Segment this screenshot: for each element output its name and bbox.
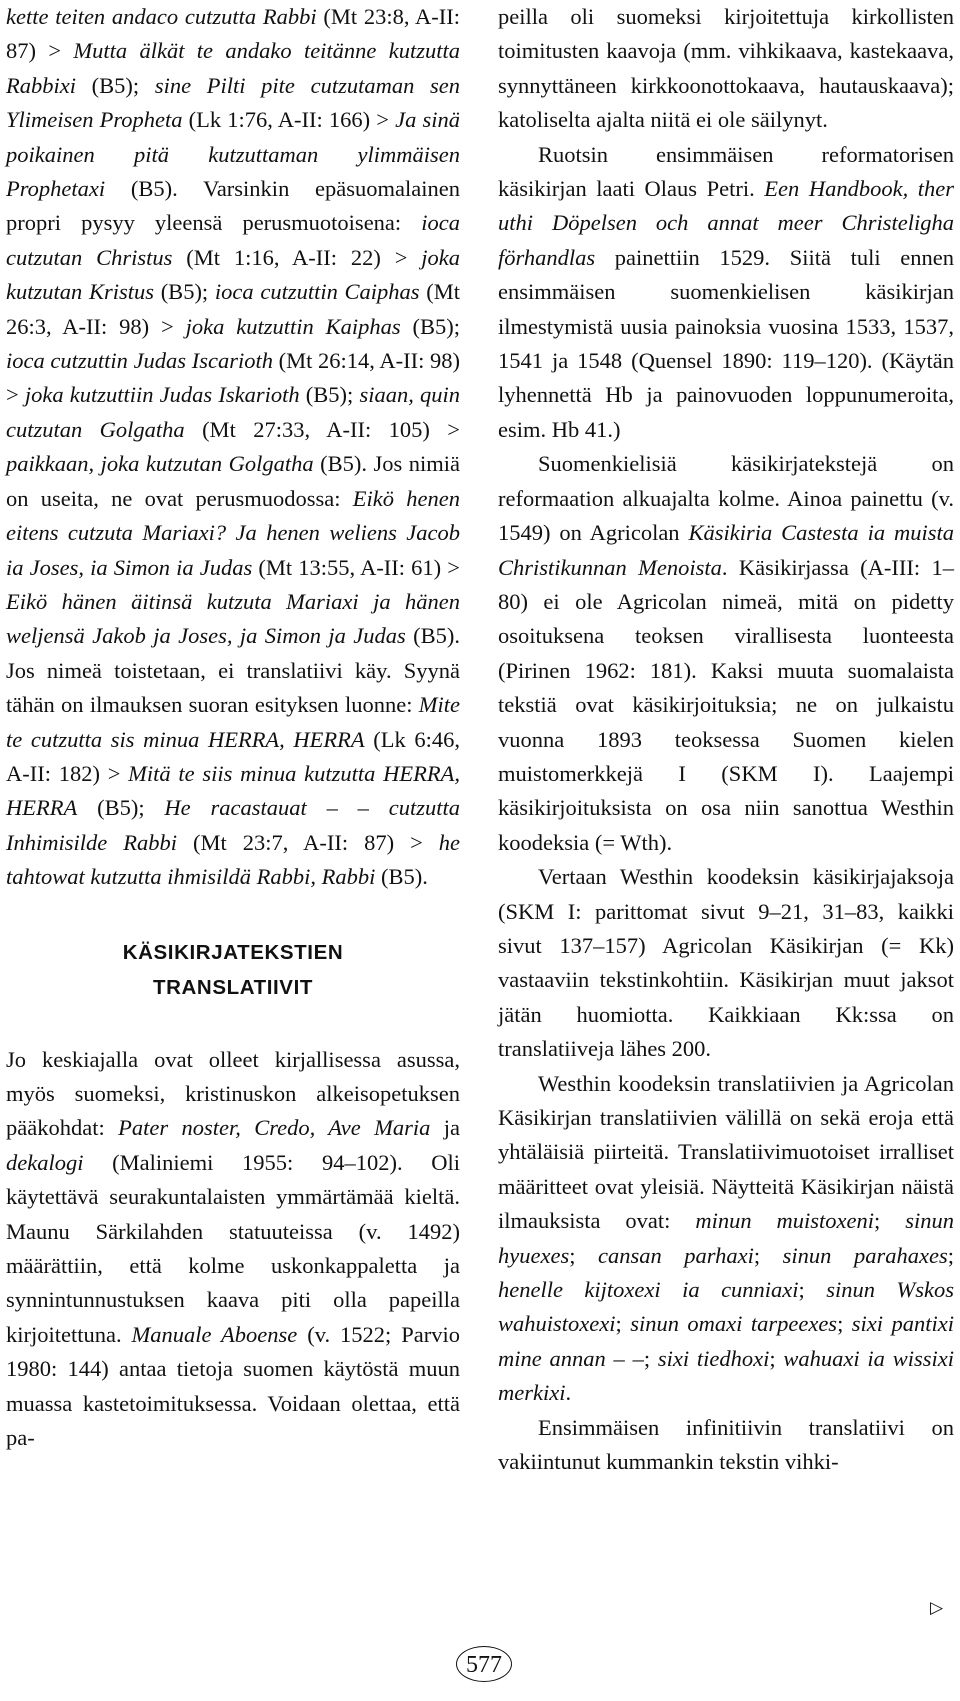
italic-quote: ioca cutzuttin Judas Iscarioth: [6, 348, 273, 374]
paragraph: [6, 1043, 460, 1456]
text-run: ;: [798, 1277, 827, 1303]
paragraph: [498, 1411, 954, 1480]
italic-quote: Eikö henen eitens cutzuta Mariaxi? Ja henen weliens Jacob ia Joses, ia Simon ia Judas: [6, 485, 460, 580]
italic-quote: henelle kijtoxexi ia cunniaxi: [498, 1277, 799, 1303]
text-run: (Mt 1:16, A-II: 22) >: [172, 244, 422, 270]
text-run: . Käsikirjassa (A-III: 1–80) ei ole Agricolan nimeä, mitä on pidetty osoituksena teoksen virallisesta luonteesta (Pirinen 1962: 181). Kaksi muuta suomalaista tekstiä ovat käsikirjoituksia; ne on julkaistu vuonna 1893 teoksessa Suomen kielen muistomerkkejä I (SKM I). Laajempi käsikirjoituksista on osa niin sanottua Westhin koodeksia (= Wth).: [498, 554, 954, 855]
italic-quote: He racastauat – – cutzutta Inhimisilde Rabbi: [6, 795, 460, 855]
continuation-triangle-icon: ▷: [930, 1598, 944, 1618]
text-run: (B5);: [299, 382, 360, 408]
italic-quote: kette teiten andaco cutzutta Rabbi: [6, 4, 317, 29]
heading-line-2: TRANSLATIIVIT: [152, 975, 314, 999]
text-run: ja: [430, 1115, 460, 1141]
italic-quote: joka kutzuttiin Judas Iskarioth: [24, 382, 300, 408]
italic-quote: paikkaan, joka kutzutan Golgatha: [6, 451, 314, 477]
text-run: (Lk 6:46, A-II: 182) >: [6, 726, 460, 786]
italic-quote: siaan, quin cutzutan Golgatha: [6, 382, 460, 442]
italic-quote: ioca cutzutan Christus: [6, 210, 460, 270]
left-column: [6, 0, 460, 1455]
page-number: 577: [456, 1646, 512, 1682]
paragraph: [498, 1067, 954, 1411]
paragraph: [6, 0, 460, 895]
italic-quote: wahuaxi ia wissixi merkixi: [498, 1345, 954, 1406]
text-run: .: [565, 1380, 572, 1406]
paragraph: [498, 447, 954, 860]
italic-quote: Mitä te siis minua kutzutta HERRA, HERRA: [6, 760, 460, 821]
text-run: Ensimmäisen infinitiivin translatiivi on vakiintunut kummankin tekstin vihki-: [498, 1414, 954, 1475]
italic-quote: sixi pantixi mine annan: [498, 1311, 954, 1371]
text-run: (B5);: [400, 313, 461, 339]
right-column: [498, 0, 954, 1479]
heading-line-1: KÄSIKIRJATEKSTIEN: [122, 940, 344, 964]
text-run: painettiin 1529. Siitä tuli ennen ensimmäisen suomenkielisen käsikirjan ilmestymistä uusia painoksia vuosina 1533, 1537, 1541 ja 1548 (Quensel 1890: 119–120). (Käytän lyhennettä Hb ja painovuoden loppunumeroita, esim. Hb 41.): [498, 244, 954, 442]
text-run: ;: [874, 1208, 906, 1234]
italic-quote: sinun parahaxes: [782, 1242, 948, 1268]
text-run: ;: [947, 1242, 954, 1268]
text-run: Jo keskiajalla ovat olleet kirjallisessa asussa, myös suomeksi, kristinuskon alkeisopetuksen pääkohdat:: [6, 1046, 460, 1141]
italic-quote: sinun omaxi tarpeexes: [630, 1311, 838, 1337]
text-run: (Mt 26:14, A-II: 98) >: [6, 348, 460, 408]
italic-quote: Eikö hänen äitinsä kutzuta Mariaxi ja hänen weljensä Jakob ja Joses, ja Simon ja Judas: [6, 588, 460, 649]
text-run: – –;: [605, 1345, 658, 1371]
italic-quote: ioca cutzuttin Caiphas: [214, 279, 420, 305]
italic-quote: Käsikiria Castesta ia muista Christikunnan Menoista: [498, 520, 954, 580]
italic-quote: sinun Wskos wahuistoxexi: [498, 1277, 954, 1337]
text-run: (B5). Varsinkin epäsuomalainen propri pysyy yleensä perusmuotoisena:: [6, 176, 460, 236]
text-run: ;: [837, 1311, 852, 1337]
section-body-text: [6, 1043, 460, 1456]
italic-quote: Manuale Aboense: [131, 1321, 298, 1347]
text-run: (v. 1522; Parvio 1980: 144) antaa tietoja suomen käytöstä muun muassa kastetoimituksessa. Voidaan olettaa, että pa-: [6, 1321, 460, 1451]
text-run: (Mt 13:55, A-II: 61) >: [252, 554, 460, 580]
text-run: (B5).: [375, 864, 428, 890]
text-run: (Mt 23:8, A-II: 87) >: [6, 4, 460, 64]
text-run: Westhin koodeksin translatiivien ja Agricolan Käsikirjan translatiivien välillä on sekä eroja että yhtäläisiä piirteitä. Translatiivimuotoiset irralliset määritteet ovat yleisiä. Näytteitä Käsikirjan näistä ilmauksista ovat:: [498, 1070, 954, 1234]
italic-quote: Een Handbook, ther uthi Döpelsen och annat meer Christeligha förhandlas: [498, 176, 954, 270]
italic-quote: Pater noster, Credo, Ave Maria: [118, 1115, 431, 1141]
text-run: ;: [753, 1242, 783, 1268]
italic-quote: joka kutzuttin Kaiphas: [185, 313, 401, 339]
text-run: (Mt 27:33, A-II: 105) >: [184, 416, 460, 442]
text-run: (Mt 26:3, A-II: 98) >: [6, 279, 460, 339]
paragraph: [498, 138, 954, 448]
italic-quote: sinun hyuexes: [498, 1208, 954, 1268]
text-run: (Mt 23:7, A-II: 87) >: [176, 829, 439, 855]
italic-quote: he tahtowat kutzutta ihmisildä Rabbi, Rabbi: [6, 829, 461, 890]
text-run: ;: [569, 1242, 598, 1268]
italic-quote: cansan parhaxi: [598, 1242, 754, 1268]
italic-quote: sine Pilti pite cutzutaman sen Ylimeisen Propheta: [6, 72, 460, 133]
paragraph: [498, 0, 954, 138]
paragraph: [498, 860, 954, 1066]
italic-quote: minun muistoxeni: [695, 1208, 875, 1234]
text-run: (Maliniemi 1955: 94–102). Oli käytettävä seurakuntalaisten ymmärtämää kieltä. Maunu Särkilahden statuuteissa (v. 1492) määrättiin, että kolme uskonkappaletta ja synnintunnustuksen kaava piti olla papeilla kirjoitettuna.: [6, 1149, 460, 1347]
italic-quote: sixi tiedhoxi: [657, 1345, 770, 1371]
text-run: (B5);: [77, 795, 165, 821]
text-run: (B5). Jos nimiä on useita, ne ovat perusmuodossa:: [6, 451, 460, 511]
right-body-text: [498, 0, 954, 1479]
section-heading: [6, 935, 460, 1005]
italic-quote: Ja sinä poikainen pitä kutzuttaman ylimmäisen Prophetaxi: [6, 107, 460, 202]
text-run: Ruotsin ensimmäisen reformatorisen käsikirjan laati Olaus Petri.: [498, 141, 954, 202]
italic-quote: Mutta älkät te andako teitänne kutzutta Rabbixi: [6, 38, 461, 98]
italic-quote: dekalogi: [6, 1149, 84, 1175]
text-run: ;: [615, 1311, 631, 1337]
text-run: (Lk 1:76, A-II: 166) >: [182, 107, 396, 133]
text-run: (B5);: [153, 279, 215, 305]
text-run: Vertaan Westhin koodeksin käsikirjajaksoja (SKM I: parittomat sivut 9–21, 31–83, kaikki sivut 137–157) Agricolan Käsikirjan (= Kk) vastaaviin tekstinkohtiin. Käsikirjan muut jaksot jätän huomiotta. Kaikkiaan Kk:ssa on translatiiveja lähes 200.: [498, 864, 954, 1062]
italic-quote: Mite te cutzutta sis minua HERRA, HERRA: [6, 692, 460, 752]
text-run: peilla oli suomeksi kirjoitettuja kirkollisten toimitusten kaavoja (mm. vihkikaava, kastekaava, synnyttäneen kirkkoonottokaava, hautauskaava); katoliselta ajalta niitä ei ole säilynyt.: [498, 4, 954, 133]
text-run: (B5);: [75, 72, 155, 98]
italic-quote: joka kutzutan Kristus: [6, 244, 460, 305]
text-run: Suomenkielisiä käsikirjatekstejä on reformaation alkuajalta kolme. Ainoa painettu (v. 1549) on Agricolan: [498, 451, 954, 546]
text-run: ;: [769, 1345, 784, 1371]
left-body-text: [6, 0, 460, 895]
text-run: (B5). Jos nimeä toistetaan, ei translatiivi käy. Syynä tähän on ilmauksen suoran esityksen luonne:: [6, 623, 460, 718]
